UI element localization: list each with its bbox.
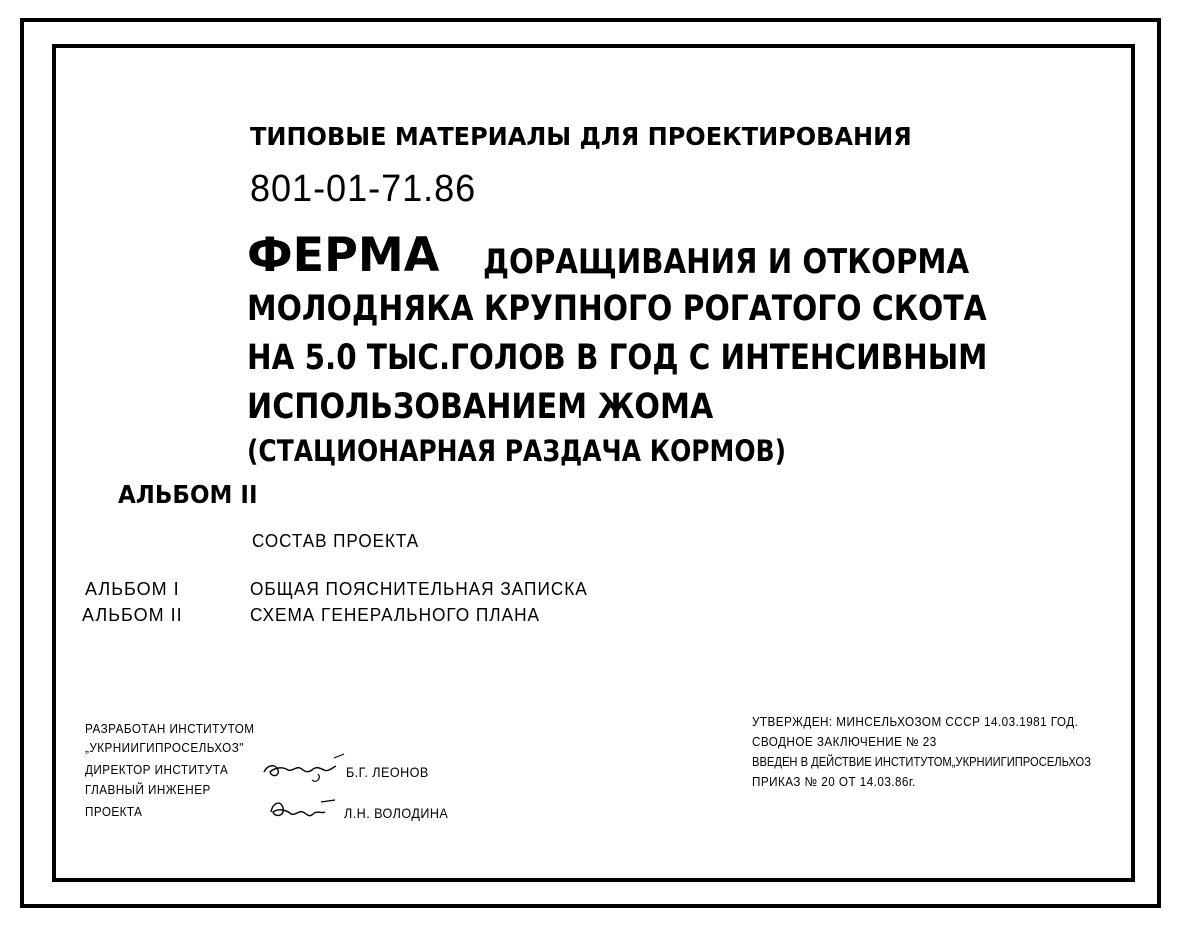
title-line-2: МОЛОДНЯКА КРУПНОГО РОГАТОГО СКОТА [247,289,987,329]
album-number: АЛЬБОМ II [118,480,258,509]
developer-line-3: ДИРЕКТОР ИНСТИТУТА [85,762,229,777]
document-code: 801-01-71.86 [250,168,477,210]
approval-line-2: СВОДНОЕ ЗАКЛЮЧЕНИЕ № 23 [752,734,937,749]
approval-line-4: ПРИКАЗ № 20 ОТ 14.03.86г. [752,774,916,789]
director-signature [258,748,348,788]
series-heading: ТИПОВЫЕ МАТЕРИАЛЫ ДЛЯ ПРОЕКТИРОВАНИЯ [250,122,912,151]
composition-heading: СОСТАВ ПРОЕКТА [252,531,420,551]
composition-album-1: АЛЬБОМ I [85,579,180,599]
director-name: Б.Г. ЛЕОНОВ [346,764,429,780]
developer-line-4: ГЛАВНЫЙ ИНЖЕНЕР [85,782,211,797]
title-line-4: ИСПОЛЬЗОВАНИЕМ ЖОМА [247,387,714,427]
composition-name-1: ОБЩАЯ ПОЯСНИТЕЛЬНАЯ ЗАПИСКА [250,579,588,599]
chief-engineer-signature [265,790,340,826]
developer-line-5: ПРОЕКТА [85,804,143,819]
approval-line-1: УТВЕРЖДЕН: МИНСЕЛЬХОЗОМ СССР 14.03.1981 ГОД. [752,714,1079,729]
title-line-3: НА 5.0 ТЫС.ГОЛОВ В ГОД С ИНТЕНСИВНЫМ [247,338,988,378]
approval-line-3: ВВЕДЕН В ДЕЙСТВИЕ ИНСТИТУТОМ„УКРНИИГИПРОСЕЛЬХОЗ [752,754,1091,769]
developer-line-2: „УКРНИИГИПРОСЕЛЬХОЗ" [85,740,244,755]
chief-engineer-name: Л.Н. ВОЛОДИНА [344,805,449,821]
title-line-1: ДОРАЩИВАНИЯ И ОТКОРМА [483,242,970,282]
title-lead: ФЕРМА [247,228,440,283]
composition-name-2: СХЕМА ГЕНЕРАЛЬНОГО ПЛАНА [250,605,541,625]
developer-line-1: РАЗРАБОТАН ИНСТИТУТОМ [85,721,255,736]
composition-album-2: АЛЬБОМ II [82,605,183,625]
title-line-5: (СТАЦИОНАРНАЯ РАЗДАЧА КОРМОВ) [247,434,786,468]
